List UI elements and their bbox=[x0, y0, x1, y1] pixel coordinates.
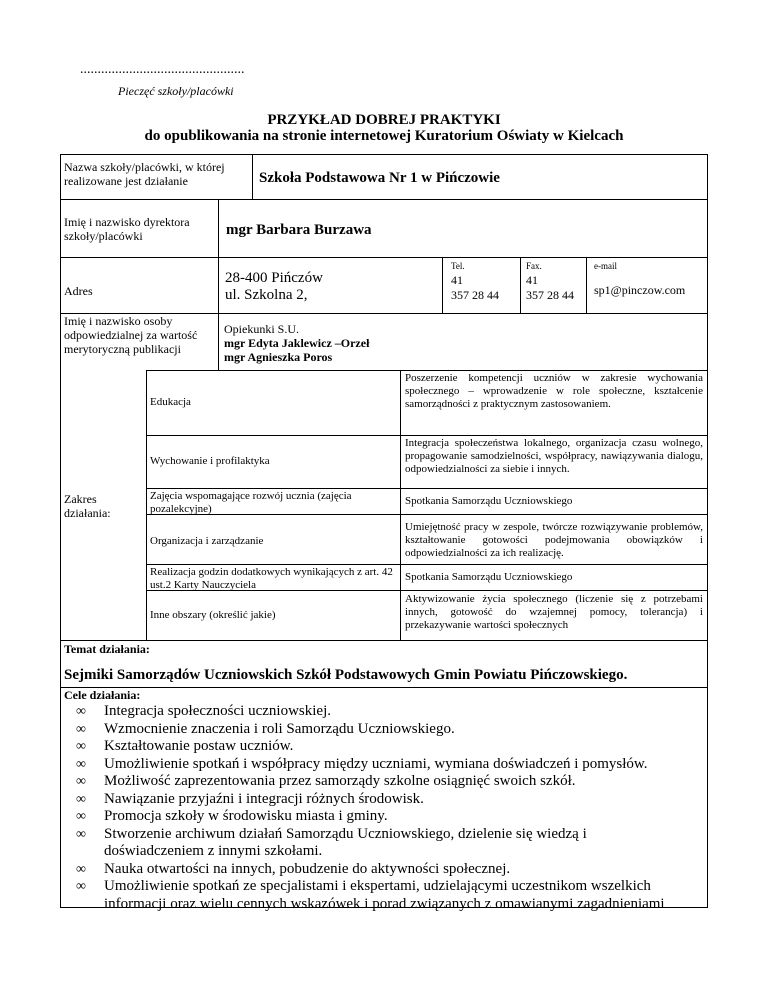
infinity-bullet-icon: ∞ bbox=[76, 879, 86, 894]
scope-area: Wychowanie i profilaktyka bbox=[150, 455, 270, 467]
goal-item: ∞ Umożliwienie spotkań i współpracy między uczniami, wymiana doświadczeń i pomysłów. bbox=[76, 755, 648, 772]
infinity-bullet-icon: ∞ bbox=[76, 756, 86, 772]
fax-line1: 41 bbox=[526, 273, 538, 287]
email-value: sp1@pinczow.com bbox=[594, 283, 686, 297]
responsible-person2: mgr Agnieszka Poros bbox=[224, 350, 333, 364]
scope-area: Inne obszary (określić jakie) bbox=[150, 609, 276, 621]
scope-description: Integracja społeczeństwa lokalnego, organizacja czasu wolnego, propagowanie samodzielności, współpracy, nawiązywania dialogu, odpowiedzialności za siebie i innych. bbox=[405, 437, 703, 475]
tel-line1: 41 bbox=[451, 273, 463, 287]
goal-item: ∞ Integracja społeczności uczniowskiej. bbox=[76, 703, 331, 719]
goal-item: ∞ Nauka otwartości na innych, pobudzenie do aktywności społecznej. bbox=[76, 860, 511, 877]
infinity-bullet-icon: ∞ bbox=[76, 809, 86, 824]
goals-list bbox=[60, 703, 708, 913]
stamp-dots: ............................................... bbox=[80, 62, 245, 77]
infinity-bullet-icon: ∞ bbox=[76, 826, 86, 842]
school-name-value: Szkoła Podstawowa Nr 1 w Pińczowie bbox=[259, 170, 500, 186]
email-label: e-mail bbox=[594, 261, 617, 271]
scope-area: Zajęcia wspomagające rozwój ucznia (zajęcia pozalekcyjne) bbox=[150, 490, 352, 515]
responsible-label: Imię i nazwisko osoby odpowiedzialnej za wartość merytoryczną publikacji bbox=[64, 314, 198, 356]
infinity-bullet-icon: ∞ bbox=[76, 721, 86, 737]
fax-label: Fax. bbox=[526, 261, 542, 271]
goal-item: ∞ Możliwość zaprezentowania przez samorządy szkolne osiągnięć swoich szkół. bbox=[76, 773, 576, 789]
document-subtitle: do opublikowania na stronie internetowej Kuratorium Oświaty w Kielcach bbox=[144, 128, 624, 144]
document-title: PRZYKŁAD DOBREJ PRAKTYKI bbox=[267, 112, 501, 128]
infinity-bullet-icon: ∞ bbox=[76, 704, 86, 719]
scope-description: Umiejętność pracy w zespole, twórcze rozwiązywanie problemów, kształtowanie gotowości podejmowania obowiązków i odpowiedzialności za ich realizację. bbox=[405, 521, 703, 559]
responsible-person1: mgr Edyta Jaklewicz –Orzeł bbox=[224, 336, 370, 350]
scope-area: Realizacja godzin dodatkowych wynikających z art. 42 ust.2 Karty Nauczyciela bbox=[150, 566, 393, 591]
goal-item: ∞ Nawiązanie przyjaźni i integracji różnych środowisk. bbox=[76, 790, 424, 807]
address-line2: ul. Szkolna 2, bbox=[225, 287, 308, 303]
scope-description: Poszerzenie kompetencji uczniów w zakresie wychowania społecznego – wprowadzenie w role społeczne, kształcenie samorządności z praktycznym zastosowaniem. bbox=[405, 372, 703, 410]
director-label: Imię i nazwisko dyrektora szkoły/placówki bbox=[64, 215, 190, 243]
director-value: mgr Barbara Burzawa bbox=[226, 222, 372, 238]
scope-description: Aktywizowanie życia społecznego (liczenie się z potrzebami innych, gotowość do wzajemnej pomocy, tolerancja) i przekazywanie wartości społecznych bbox=[405, 593, 703, 631]
goal-item: ∞ Umożliwienie spotkań ze specjalistami i ekspertami, udzielającymi uczestnikom wszelkich informacji oraz wielu cennych wskazówek i porad związanych z omawianymi zagadnieniami bbox=[76, 878, 665, 912]
topic-value: Sejmiki Samorządów Uczniowskich Szkół Podstawowych Gmin Powiatu Pińczowskiego. bbox=[64, 667, 628, 683]
scope-label: Zakres działania: bbox=[64, 492, 111, 520]
goal-item: ∞ Stworzenie archiwum działań Samorządu Uczniowskiego, dzielenie się wiedzą i doświadczeniem z innymi szkołami. bbox=[76, 825, 587, 859]
infinity-bullet-icon: ∞ bbox=[76, 861, 86, 877]
responsible-role: Opiekunki S.U. bbox=[224, 322, 299, 336]
school-name-label: Nazwa szkoły/placówki, w której realizowane jest działanie bbox=[64, 160, 225, 188]
tel-line2: 357 28 44 bbox=[451, 288, 499, 302]
scope-area: Organizacja i zarządzanie bbox=[150, 535, 264, 547]
goal-item: ∞ Promocja szkoły w środowisku miasta i gminy. bbox=[76, 808, 388, 824]
topic-label: Temat działania: bbox=[64, 642, 150, 656]
infinity-bullet-icon: ∞ bbox=[76, 774, 86, 789]
tel-label: Tel. bbox=[451, 261, 465, 271]
address-label: Adres bbox=[64, 284, 93, 298]
scope-description: Spotkania Samorządu Uczniowskiego bbox=[405, 571, 573, 583]
infinity-bullet-icon: ∞ bbox=[76, 739, 86, 754]
scope-area: Edukacja bbox=[150, 396, 191, 408]
fax-line2: 357 28 44 bbox=[526, 288, 574, 302]
address-line1: 28-400 Pińczów bbox=[225, 270, 323, 286]
infinity-bullet-icon: ∞ bbox=[76, 791, 86, 807]
goal-item: ∞ Kształtowanie postaw uczniów. bbox=[76, 738, 294, 754]
scope-description: Spotkania Samorządu Uczniowskiego bbox=[405, 495, 573, 507]
goal-item: ∞ Wzmocnienie znaczenia i roli Samorządu Uczniowskiego. bbox=[76, 720, 455, 737]
goals-label: Cele działania: bbox=[64, 688, 141, 702]
stamp-label: Pieczęć szkoły/placówki bbox=[118, 84, 234, 98]
